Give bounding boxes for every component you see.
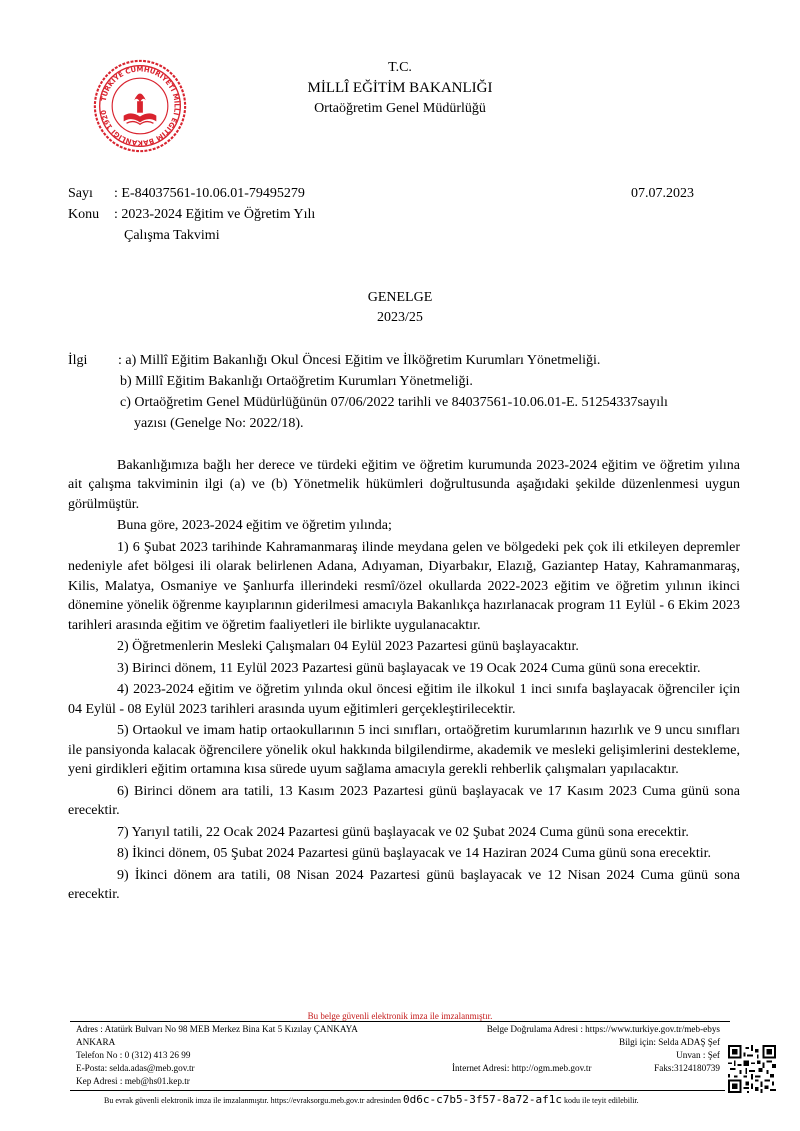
body-paragraph: 3) Birinci dönem, 11 Eylül 2023 Pazartesi günü başlayacak ve 19 Ocak 2024 Cuma günü sona erecektir.: [117, 660, 701, 676]
body-paragraph: 6) Birinci dönem ara tatili, 13 Kasım 2023 Pazartesi günü başlayacak ve 17 Kasım 2023 Cuma günü sona erecektir.: [68, 783, 740, 819]
footer-info-for: Bilgi için: Selda ADAŞ Şef: [618, 1037, 720, 1047]
genelge-body: [68, 456, 740, 907]
verification-code: 0d6c-c7b5-3f57-8a72-af1c: [403, 1093, 562, 1106]
verify-suffix: kodu ile teyit edilebilir.: [564, 1096, 639, 1105]
body-paragraph: Bakanlığımıza bağlı her derece ve türdeki eğitim ve öğretim kurumunda 2023-2024 eğitim ve öğretim yılına ait çalışma takviminin ilgi (a) ve (b) Yönetmelik hükümleri doğrultusunda aşağıdaki şekilde düzenlenmesi uygun görülmüştür.: [68, 458, 740, 512]
footer-phone: Telefon No : 0 (312) 413 26 99: [76, 1050, 191, 1060]
body-paragraph: 8) İkinci dönem, 05 Şubat 2024 Pazartesi günü başlayacak ve 14 Haziran 2024 Cuma günü sona erecektir.: [117, 846, 712, 862]
sayi-label: Sayı: [68, 186, 93, 201]
body-paragraph: 2) Öğretmenlerin Mesleki Çalışmaları 04 Eylül 2023 Pazartesi günü başlayacaktır.: [117, 639, 579, 655]
genelge-title: GENELGE: [367, 290, 433, 305]
ilgi-block: [68, 350, 748, 434]
footer-divider: [70, 1021, 730, 1022]
body-paragraph: Buna göre, 2023-2024 eğitim ve öğretim yılında;: [117, 518, 392, 534]
footer-address-city: ANKARA: [76, 1037, 116, 1047]
header-directorate: Ortaöğretim Genel Müdürlüğü: [314, 101, 486, 116]
ilgi-item-c: c) Ortaöğretim Genel Müdürlüğünün 07/06/2022 tarihli ve 84037561-10.06.01-E. 51254337sayılı: [120, 395, 668, 410]
footer-fax: Faks:3124180739: [654, 1063, 720, 1073]
footer-kep: Kep Adresi : meb@hs01.kep.tr: [76, 1076, 190, 1086]
qr-code-icon: [728, 1045, 776, 1093]
ilgi-row-b: [68, 371, 748, 392]
esign-note: Bu belge güvenli elektronik imza ile imzalanmıştır.: [307, 1011, 493, 1021]
header-ministry: MİLLÎ EĞİTİM BAKANLIĞI: [307, 80, 493, 96]
verification-line: [104, 1093, 639, 1106]
footer-bottom-divider: [70, 1090, 725, 1091]
konu-value-continued: Çalışma Takvimi: [124, 228, 220, 243]
footer-address: Adres : Atatürk Bulvarı No 98 MEB Merkez Bina Kat 5 Kızılay ÇANKAYA: [76, 1024, 358, 1034]
ilgi-row-a: [68, 350, 748, 371]
ilgi-item-b: b) Millî Eğitim Bakanlığı Ortaöğretim Kurumları Yönetmeliği.: [120, 374, 473, 389]
ilgi-item-a: : a) Millî Eğitim Bakanlığı Okul Öncesi Eğitim ve İlköğretim Kurumları Yönetmeliği.: [118, 353, 601, 368]
footer-internet: İnternet Adresi: http://ogm.meb.gov.tr: [452, 1063, 592, 1073]
body-paragraph: 9) İkinci dönem ara tatili, 08 Nisan 2024 Pazartesi günü başlayacak ve 12 Nisan 2024 Cuma günü sona erecektir.: [68, 868, 740, 903]
ilgi-label: İlgi: [68, 353, 88, 368]
body-paragraph: 1) 6 Şubat 2023 tarihinde Kahramanmaraş ilinde meydana gelen ve bölgedeki pek çok ili etkileyen depremler nedeniyle afet bölgesi ili olarak belirlenen Adana, Adıyaman, Diyarbakır, Elazığ, Gaziantep Hatay, Kahramanmaraş, Kilis, Malatya, Osmaniye ve Şanlıurfa illerindeki resmî/özel okullarda 2022-2023 eğitim ve öğretim yılının ikinci dönemine yönelik öğrenme kayıplarının giderilmesi amacıyla Bakanlıkça hazırlanacak program 11 Eylül - 6 Ekim 2023 tarihleri arasında eğitim ve öğretim faaliyetleri ile birlikte uygulanacaktır.: [68, 540, 740, 633]
svg-text:TÜRKİYE CUMHURİYETİ MİLLÎ EĞİT: TÜRKİYE CUMHURİYETİ MİLLÎ EĞİTİM BAKANLIĞI 1920: [99, 65, 181, 147]
footer-verify-address: Belge Doğrulama Adresi : https://www.turkiye.gov.tr/meb-ebys: [486, 1024, 720, 1034]
body-paragraph: 4) 2023-2024 eğitim ve öğretim yılında okul öncesi eğitim ile ilkokul 1 inci sınıfa başlayacak öğrenciler için 04 Eylül - 08 Eylül 2023 tarihleri arasında uyum eğitimleri gerçekleştirilecektir.: [68, 682, 740, 717]
konu-value: : 2023-2024 Eğitim ve Öğretim Yılı: [114, 207, 316, 222]
ilgi-item-c-continued: yazısı (Genelge No: 2022/18).: [134, 416, 304, 431]
body-paragraph: 7) Yarıyıl tatili, 22 Ocak 2024 Pazartesi günü başlayacak ve 02 Şubat 2024 Cuma günü sona erecektir.: [117, 824, 689, 840]
footer-email: E-Posta: selda.adas@meb.gov.tr: [76, 1063, 195, 1073]
footer-title: Unvan : Şef: [676, 1050, 720, 1060]
header-tc: T.C.: [388, 60, 412, 75]
genelge-number: 2023/25: [377, 310, 423, 325]
document-date: 07.07.2023: [631, 186, 694, 201]
body-paragraph: 5) Ortaokul ve imam hatip ortaokullarının 5 inci sınıfları, ortaöğretim kurumlarının hazırlık ve 9 uncu sınıfları ile pansiyonda kalacak öğrencilere yönelik okul hakkında bilgilendirme, akademik ve mesleki gelişimlerini destekleme, yeni girdikleri eğitim ortamına kısa sürede uyum sağlama amacıyla gerekli rehberlik çalışmaları yapılacaktır.: [68, 723, 740, 778]
ilgi-row-c: [68, 392, 748, 434]
sayi-value: : E-84037561-10.06.01-79495279: [114, 186, 305, 201]
konu-label: Konu: [68, 207, 100, 222]
verify-prefix: Bu evrak güvenli elektronik imza ile imzalanmıştır. https://evraksorgu.meb.gov.tr adresinden: [104, 1096, 402, 1105]
